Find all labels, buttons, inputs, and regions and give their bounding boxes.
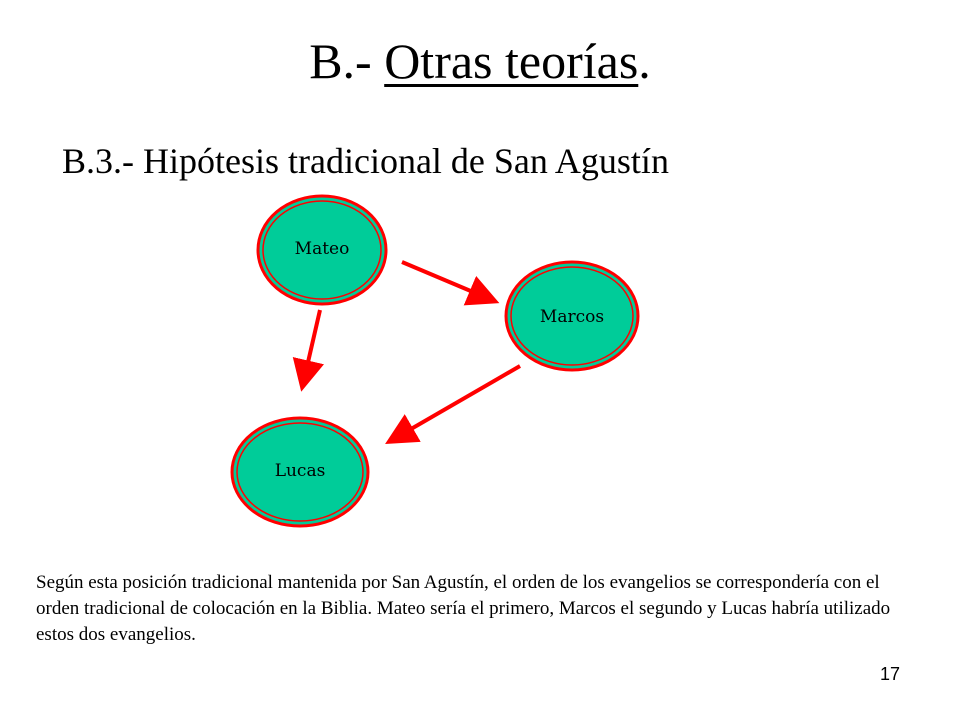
description-paragraph: Según esta posición tradicional mantenida por San Agustín, el orden de los evangelios se correspondería con el orden tradicional de colocación en la Biblia. Mateo sería el primero, Marcos el segundo y Lucas habría utilizado estos dos evangelios.: [36, 572, 891, 645]
arrow-mateo-to-lucas: [303, 310, 320, 384]
node-mateo: [258, 196, 386, 304]
node-mateo-label: Mateo: [294, 239, 350, 259]
node-lucas: [232, 418, 368, 526]
page-number: 17: [880, 664, 901, 684]
arrow-marcos-to-lucas: [392, 366, 520, 440]
node-marcos: [506, 262, 638, 370]
node-lucas-label: Lucas: [274, 461, 326, 481]
title-main: Otras teorías: [384, 33, 639, 89]
title-suffix: .: [638, 33, 651, 89]
node-marcos-label: Marcos: [539, 307, 605, 327]
slide-subtitle: B.3.- Hipótesis tradicional de San Agustín: [62, 141, 669, 181]
arrow-mateo-to-marcos: [402, 262, 492, 300]
title-prefix: B.-: [309, 33, 372, 89]
